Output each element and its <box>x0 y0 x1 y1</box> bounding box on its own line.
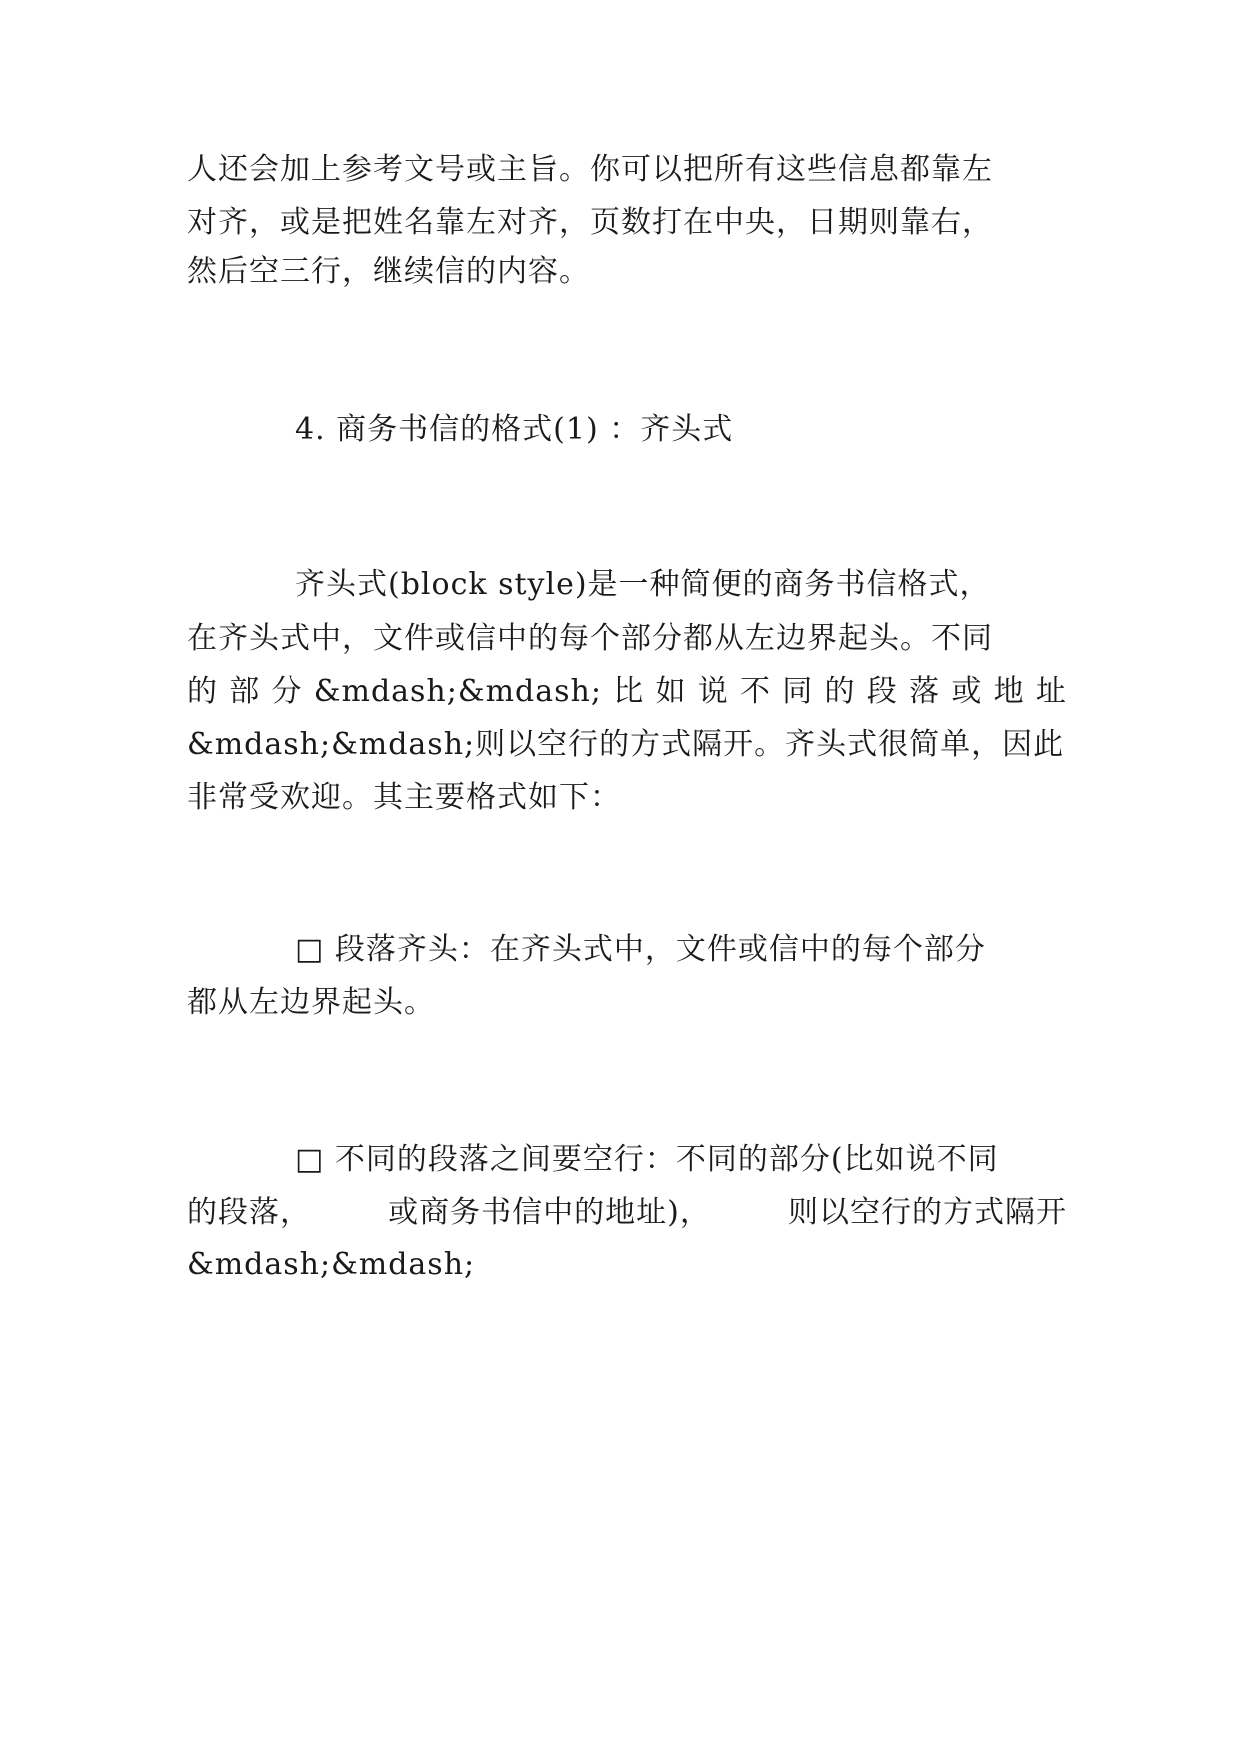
phrase: 则以空行的方式隔开 <box>788 1195 1067 1230</box>
word: 址 <box>1035 674 1067 709</box>
paragraph-2-line-2: 在齐头式中，文件或信中的每个部分都从左边界起头。不同 <box>187 621 993 656</box>
word: 地 <box>993 674 1025 709</box>
word: 段 <box>866 674 898 709</box>
word: &mdash;&mdash; <box>313 674 602 709</box>
word: 比 <box>613 674 645 709</box>
section-heading: 4. 商务书信的格式(1) ：齐头式 <box>295 412 734 447</box>
word: 不 <box>740 674 771 709</box>
paragraph-2-line-5: 非常受欢迎。其主要格式如下： <box>187 780 621 815</box>
word: 部 <box>229 674 261 709</box>
word: 或 <box>951 674 983 709</box>
word: 的 <box>824 674 856 709</box>
word: 同 <box>782 674 814 709</box>
paragraph-1-line-2: 对齐，或是把姓名靠左对齐，页数打在中央，日期则靠右， <box>187 205 993 240</box>
paragraph-1-line-3: 然后空三行，继续信的内容。 <box>187 254 590 289</box>
bullet-2-line-1: □ 不同的段落之间要空行：不同的部分(比如说不同 <box>295 1142 999 1177</box>
bullet-1-line-1: □ 段落齐头：在齐头式中，文件或信中的每个部分 <box>295 932 986 967</box>
word: 的 <box>187 674 218 709</box>
bullet-2-line-2 <box>187 1193 1067 1233</box>
paragraph-2-line-1: 齐头式(block style)是一种简便的商务书信格式， <box>295 567 991 602</box>
paragraph-2-line-4: &mdash;&mdash;则以空行的方式隔开。齐头式很简单，因此 <box>187 727 1065 762</box>
bullet-2-line-3: &mdash;&mdash; <box>187 1247 476 1282</box>
phrase: 或商务书信中的地址)， <box>388 1195 711 1230</box>
phrase: 的段落， <box>187 1195 311 1230</box>
word: 分 <box>271 674 303 709</box>
paragraph-2-line-3 <box>187 672 1067 712</box>
bullet-1-line-2: 都从左边界起头。 <box>187 985 435 1020</box>
word: 如 <box>655 674 687 709</box>
paragraph-1-line-1: 人还会加上参考文号或主旨。你可以把所有这些信息都靠左 <box>187 152 993 187</box>
word: 落 <box>909 674 941 709</box>
word: 说 <box>697 674 729 709</box>
